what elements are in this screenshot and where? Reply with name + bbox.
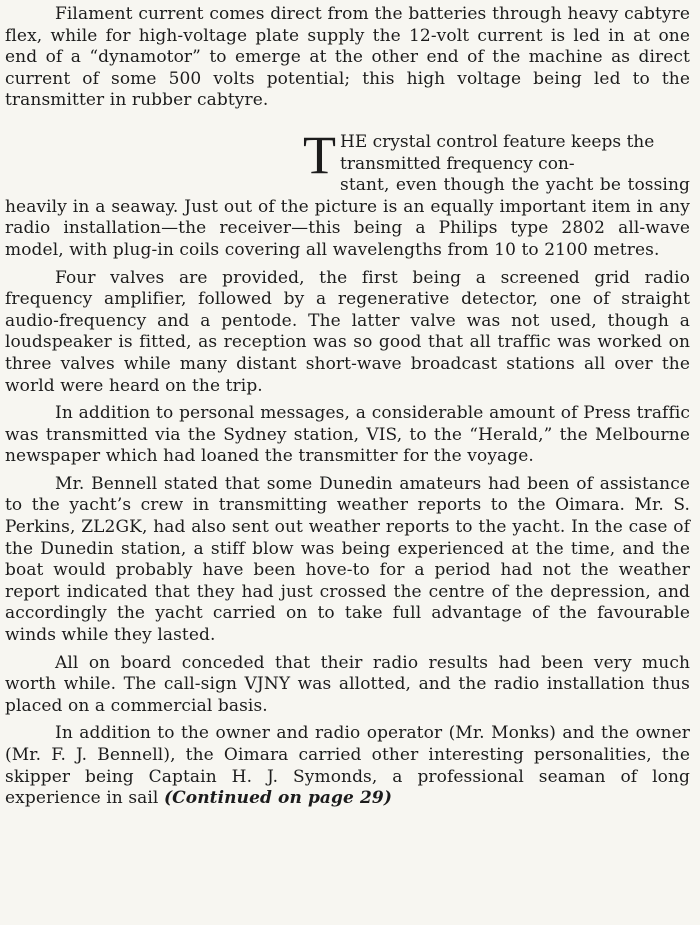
paragraph-crystal-control-lead [5,124,690,185]
paragraph-power-supply: Filament current comes direct from the batteries through heavy cabtyre flex, while for high-voltage plate supply the 12-volt current is led in at one end of a “dynamotor” to emerge at the other end of the machine as direct current of some 500 volts potential; this high voltage being led to the transmitter in rubber cabtyre. [5,4,690,111]
paragraph-dunedin-amateurs: Mr. Bennell stated that some Dunedin amateurs had been of assistance to the yacht’s crew in transmitting weather reports to the Oimara. Mr. S. Perkins, ZL2GK, had also sent out weather reports to the yacht. In the case of the Dunedin station, a stiff blow was being experienced at the time, and the boat would probably have been hove-to for a period had not the weather report indicated that they had just crossed the centre of the depression, and accordingly the yacht carried on to take full advantage of the favourable winds while they lasted. [5,473,690,646]
drop-cap: T [303,124,336,185]
paragraph-press-traffic: In addition to personal messages, a considerable amount of Press traffic was transmitted via the Sydney station, VIS, to the “Herald,” the Melbourne newspaper which had loaned the transmitter for the voyage. [5,403,690,467]
paragraph-crystal-control: stant, even though the yacht be tossing heavily in a seaway. Just out of the picture is an equally important item in any radio installation—the receiver—this being a Philips type 2802 all-wave model, with plug-in coils covering all wavelengths from 10 to 2100 metres. [5,175,690,260]
paragraph-valves: Four valves are provided, the first being a screened grid radio frequency amplifier, followed by a regenerative detector, one of straight audio-frequency and a pentode. The latter valve was not used, though a loudspeaker is fitted, as reception was so good that all traffic was worked on three valves while many distant short-wave broadcast stations all over the world were heard on the trip. [5,267,690,396]
paragraph-personalities-text: In addition to the owner and radio operator (Mr. Monks) and the owner (Mr. F. J. Bennell), the Oimara carried other interesting personalities, the skipper being Captain H. J. Symonds, a professional seaman of long experience in sail [5,723,690,809]
paragraph-personalities [5,723,690,809]
paragraph-crystal-control-lead-text: HE crystal control feature keeps the transmitted frequency con- [340,131,655,174]
continued-on-page: (Continued on page 29) [164,788,392,809]
paragraph-call-sign: All on board conceded that their radio results had been very much worth while. The call-sign VJNY was allotted, and the radio installation thus placed on a commercial basis. [5,652,690,716]
